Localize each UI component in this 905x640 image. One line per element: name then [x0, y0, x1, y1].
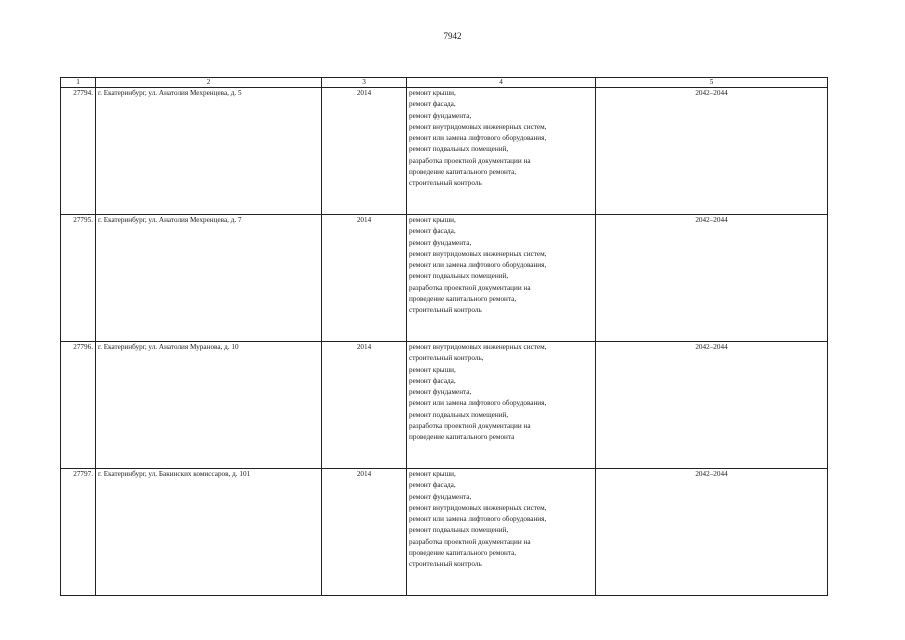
work-item: строительный контроль — [409, 179, 482, 188]
work-item: ремонт подвальных помещений, — [409, 272, 509, 281]
work-item: ремонт внутридомовых инженерных систем, — [409, 343, 547, 351]
row-number: 27797. — [61, 469, 96, 596]
work-item: ремонт или замена лифтового оборудования, — [409, 134, 547, 143]
work-item: проведение капитального ремонта, — [409, 549, 517, 558]
period-cell: 2042–2044 — [596, 469, 828, 596]
column-header: 3 — [322, 78, 407, 88]
address-cell: г. Екатеринбург, ул. Анатолия Муранова, д. 10 — [96, 342, 322, 469]
repair-schedule-table — [60, 77, 828, 596]
work-item: ремонт крыши, — [409, 216, 456, 224]
work-item: ремонт подвальных помещений, — [409, 410, 509, 419]
year-cell: 2014 — [322, 88, 407, 215]
work-item: ремонт крыши, — [409, 470, 456, 478]
work-item: ремонт внутридомовых инженерных систем, — [409, 249, 547, 258]
work-item: проведение капитального ремонта, — [409, 295, 517, 304]
work-item: ремонт крыши, — [409, 365, 456, 374]
work-item: разработка проектной документации на — [409, 283, 531, 292]
work-item: строительный контроль — [409, 306, 482, 315]
work-item: ремонт подвальных помещений, — [409, 526, 509, 535]
work-item: проведение капитального ремонта, — [409, 168, 517, 177]
work-item: ремонт фасада, — [409, 100, 456, 109]
period-cell: 2042–2044 — [596, 215, 828, 342]
year-cell: 2014 — [322, 469, 407, 596]
address-cell: г. Екатеринбург, ул. Бакинских комиссаров, д. 101 — [96, 469, 322, 596]
row-number: 27794. — [61, 88, 96, 215]
work-item: строительный контроль, — [409, 354, 484, 363]
period-cell: 2042–2044 — [596, 342, 828, 469]
work-item: ремонт фундамента, — [409, 238, 472, 247]
work-item: разработка проектной документации на — [409, 422, 531, 431]
work-item: ремонт или замена лифтового оборудования, — [409, 261, 547, 270]
work-item: разработка проектной документации на — [409, 537, 531, 546]
column-header: 4 — [407, 78, 596, 88]
table-row — [61, 469, 828, 596]
table-header-row — [61, 78, 828, 88]
work-item: ремонт фасада, — [409, 376, 456, 385]
work-item: ремонт внутридомовых инженерных систем, — [409, 122, 547, 131]
work-item: ремонт подвальных помещений, — [409, 145, 509, 154]
work-item: ремонт крыши, — [409, 89, 456, 97]
row-number: 27796. — [61, 342, 96, 469]
works-cell — [407, 88, 596, 215]
work-item: ремонт или замена лифтового оборудования, — [409, 399, 547, 408]
table-row — [61, 88, 828, 215]
column-header: 1 — [61, 78, 96, 88]
address-cell: г. Екатеринбург, ул. Анатолия Мехренцева, д. 7 — [96, 215, 322, 342]
work-item: ремонт фундамента, — [409, 388, 472, 397]
page-number: 7942 — [443, 31, 462, 41]
work-item: ремонт фундамента, — [409, 492, 472, 501]
work-item: ремонт фундамента, — [409, 111, 472, 120]
column-header: 5 — [596, 78, 828, 88]
year-cell: 2014 — [322, 342, 407, 469]
works-cell — [407, 469, 596, 596]
work-item: ремонт или замена лифтового оборудования, — [409, 515, 547, 524]
work-item: строительный контроль — [409, 560, 482, 569]
column-header: 2 — [96, 78, 322, 88]
work-item: проведение капитального ремонта — [409, 433, 515, 442]
year-cell: 2014 — [322, 215, 407, 342]
table-row — [61, 215, 828, 342]
work-item: ремонт внутридомовых инженерных систем, — [409, 503, 547, 512]
works-cell — [407, 342, 596, 469]
address-cell: г. Екатеринбург, ул. Анатолия Мехренцева, д. 5 — [96, 88, 322, 215]
works-cell — [407, 215, 596, 342]
work-item: разработка проектной документации на — [409, 156, 531, 165]
row-number: 27795. — [61, 215, 96, 342]
work-item: ремонт фасада, — [409, 481, 456, 490]
period-cell: 2042–2044 — [596, 88, 828, 215]
table-row — [61, 342, 828, 469]
work-item: ремонт фасада, — [409, 227, 456, 236]
